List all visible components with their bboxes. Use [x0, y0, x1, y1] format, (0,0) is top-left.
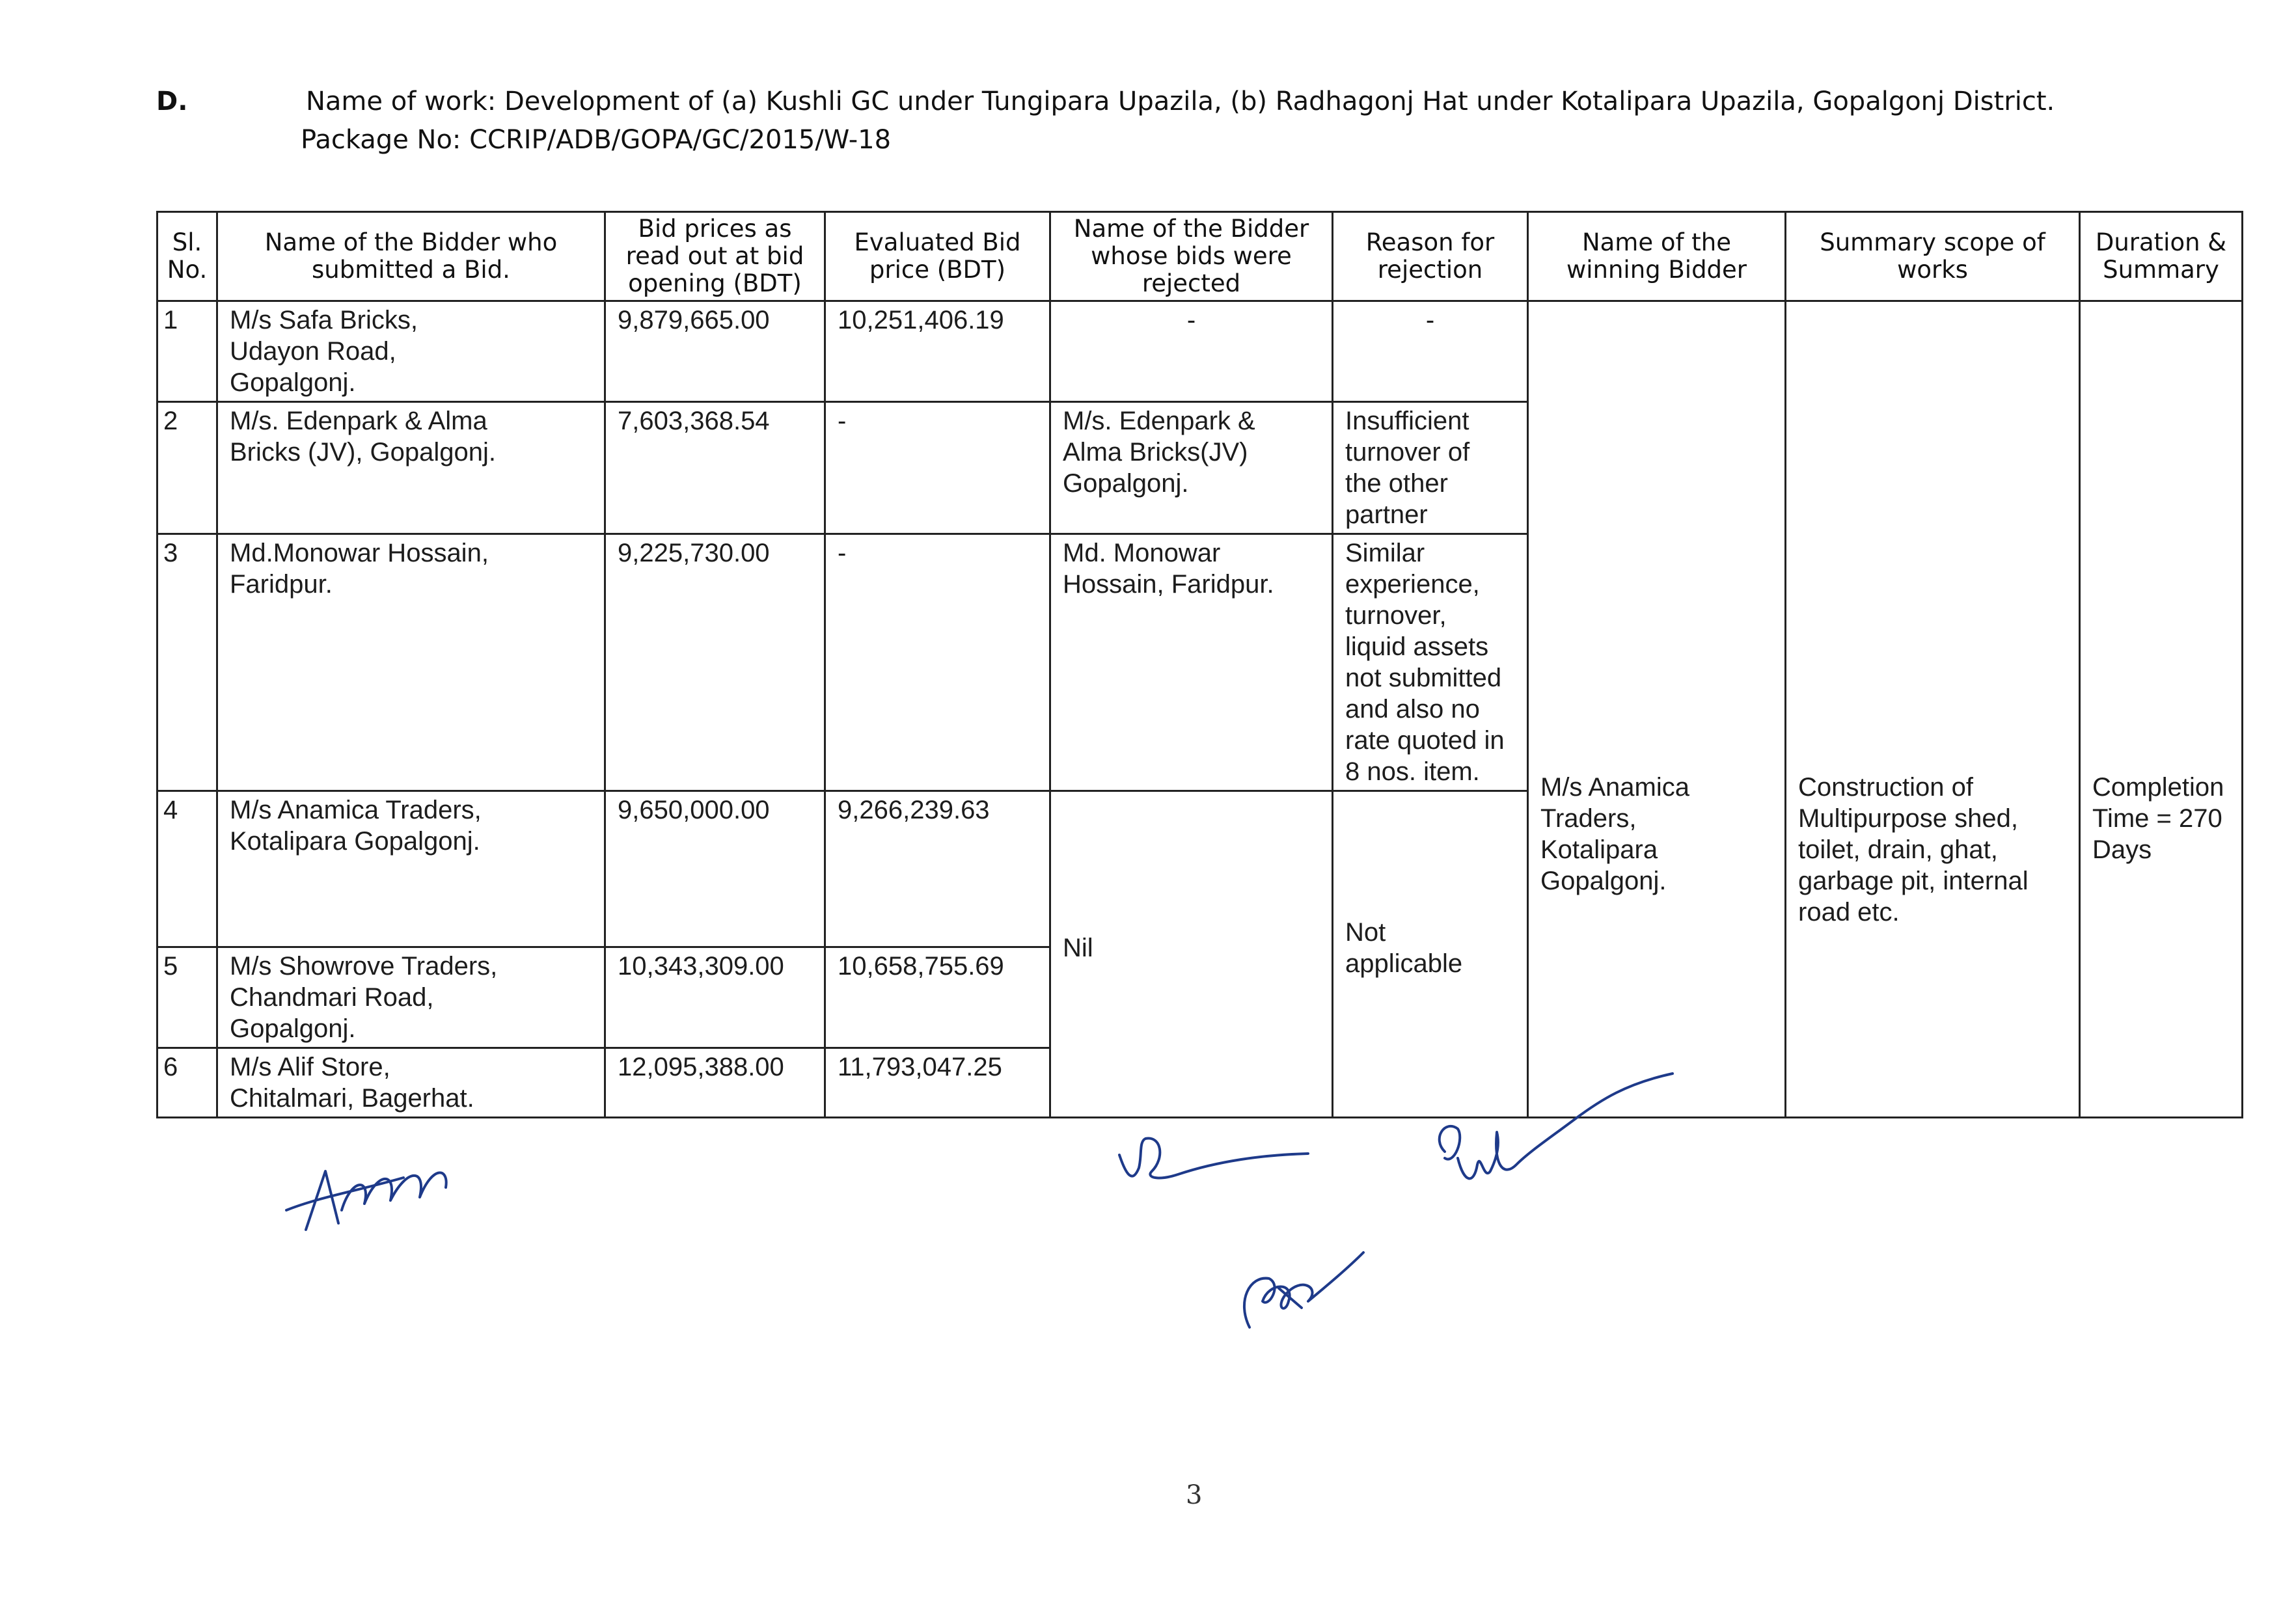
- cell-sl: 4: [157, 791, 217, 947]
- page-number: 3: [1186, 1480, 1203, 1510]
- cell-rejected-bidder: Md. Monowar Hossain, Faridpur.: [1050, 534, 1333, 791]
- section-letter: D.: [156, 87, 188, 116]
- signature-4: [1223, 1223, 1380, 1340]
- signature-3: [1425, 1067, 1686, 1217]
- cell-sl: 6: [157, 1048, 217, 1118]
- cell-bid-price: 9,650,000.00: [605, 791, 825, 947]
- work-title: Name of work: Development of (a) Kushli GC under Tungipara Upazila, (b) Radhagonj Hat under Kotalipara Upazila, Gopalgonj District.: [306, 87, 2055, 116]
- cell-duration: Completion Time = 270 Days: [2080, 301, 2243, 1118]
- header-rejected-bidder: Name of the Bidder whose bids were rejected: [1050, 212, 1333, 301]
- cell-rejected-nil: Nil: [1050, 791, 1333, 1118]
- cell-sl: 5: [157, 947, 217, 1048]
- cell-rejected-bidder: -: [1050, 301, 1333, 402]
- bid-evaluation-table: [156, 211, 2243, 1118]
- cell-reason-not-applicable: Not applicable: [1333, 791, 1528, 1118]
- cell-rejection-reason: Similar experience, turnover, liquid assets not submitted and also no rate quoted in 8 nos. item.: [1333, 534, 1528, 791]
- header-bidder: Name of the Bidder who submitted a Bid.: [217, 212, 605, 301]
- cell-evaluated-price: 9,266,239.63: [825, 791, 1050, 947]
- cell-sl: 1: [157, 301, 217, 402]
- signature-1: [280, 1132, 475, 1236]
- header-rejection-reason: Reason for rejection: [1333, 212, 1528, 301]
- cell-bidder: M/s. Edenpark & Alma Bricks (JV), Gopalgonj.: [217, 402, 605, 534]
- cell-bid-price: 10,343,309.00: [605, 947, 825, 1048]
- cell-bid-price: 9,879,665.00: [605, 301, 825, 402]
- package-number: Package No: CCRIP/ADB/GOPA/GC/2015/W-18: [301, 125, 892, 155]
- cell-bidder: M/s Alif Store, Chitalmari, Bagerhat.: [217, 1048, 605, 1118]
- cell-bidder: M/s Showrove Traders, Chandmari Road, Gopalgonj.: [217, 947, 605, 1048]
- header-scope: Summary scope of works: [1786, 212, 2080, 301]
- cell-scope: Construction of Multipurpose shed, toilet, drain, ghat, garbage pit, internal road etc.: [1786, 301, 2080, 1118]
- cell-bidder: M/s Anamica Traders, Kotalipara Gopalgonj.: [217, 791, 605, 947]
- header-duration: Duration & Summary: [2080, 212, 2243, 301]
- cell-sl: 2: [157, 402, 217, 534]
- table-row: [157, 301, 2243, 402]
- header-evaluated-price: Evaluated Bid price (BDT): [825, 212, 1050, 301]
- cell-evaluated-price: -: [825, 534, 1050, 791]
- cell-evaluated-price: 10,251,406.19: [825, 301, 1050, 402]
- cell-evaluated-price: 10,658,755.69: [825, 947, 1050, 1048]
- cell-sl: 3: [157, 534, 217, 791]
- header-bid-price: Bid prices as read out at bid opening (BDT): [605, 212, 825, 301]
- cell-rejection-reason: -: [1333, 301, 1528, 402]
- cell-bid-price: 7,603,368.54: [605, 402, 825, 534]
- header-winning-bidder: Name of the winning Bidder: [1528, 212, 1786, 301]
- header-sl-no: Sl. No.: [157, 212, 217, 301]
- signature-2: [1113, 1129, 1321, 1200]
- cell-bid-price: 12,095,388.00: [605, 1048, 825, 1118]
- cell-rejected-bidder: M/s. Edenpark & Alma Bricks(JV) Gopalgonj.: [1050, 402, 1333, 534]
- table-header-row: [157, 212, 2243, 301]
- cell-evaluated-price: 11,793,047.25: [825, 1048, 1050, 1118]
- cell-evaluated-price: -: [825, 402, 1050, 534]
- cell-bidder: Md.Monowar Hossain, Faridpur.: [217, 534, 605, 791]
- cell-winning-bidder: M/s Anamica Traders, Kotalipara Gopalgonj.: [1528, 301, 1786, 1118]
- cell-bidder: M/s Safa Bricks, Udayon Road, Gopalgonj.: [217, 301, 605, 402]
- cell-bid-price: 9,225,730.00: [605, 534, 825, 791]
- cell-rejection-reason: Insufficient turnover of the other partner: [1333, 402, 1528, 534]
